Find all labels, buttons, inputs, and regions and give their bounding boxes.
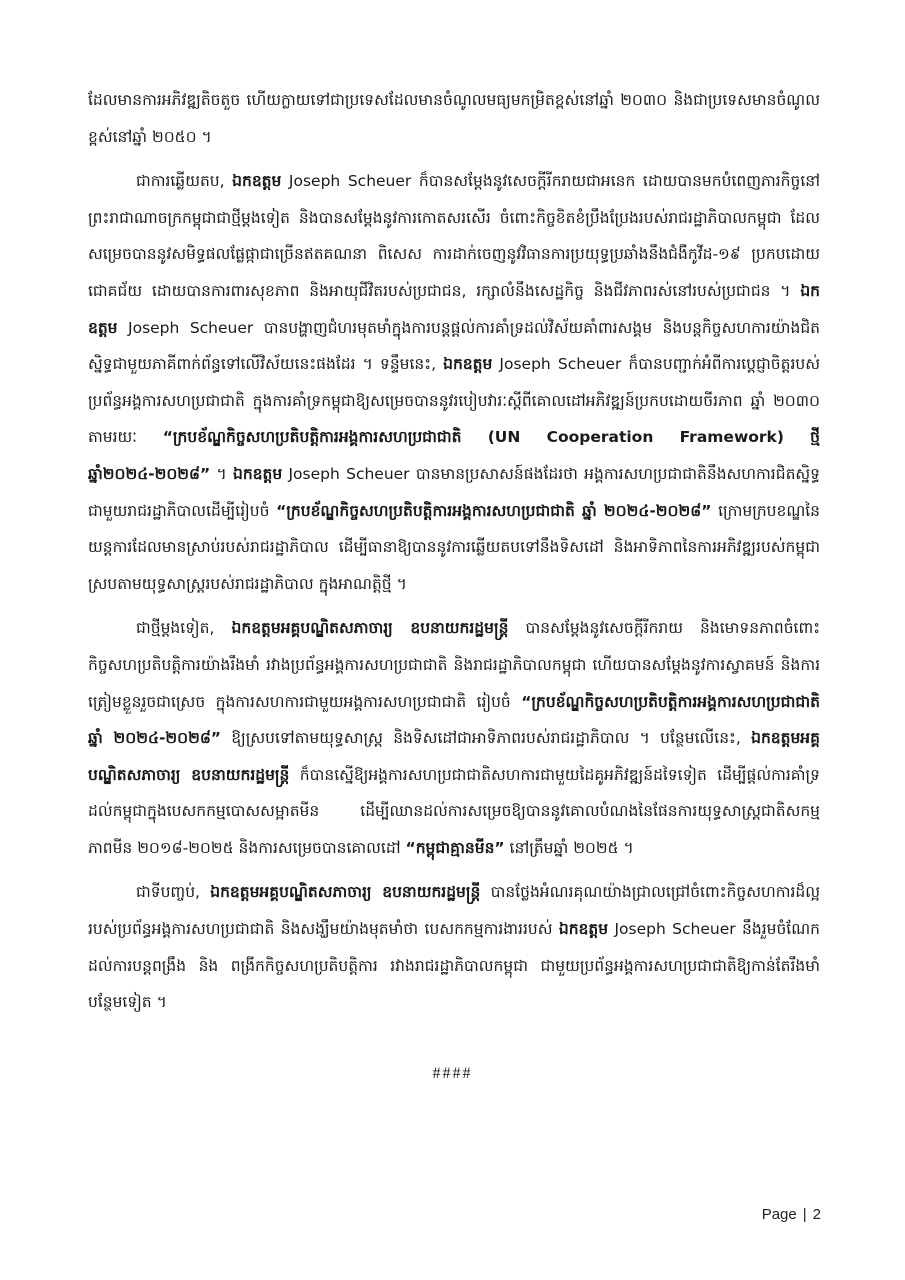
text-run: នៅត្រឹមឆ្នាំ ២០២៥ ។ [504, 838, 634, 857]
text-run: ។ [210, 464, 233, 483]
bold-text-run: “ក្របខ័ណ្ឌកិច្ចសហប្រតិបត្តិការអង្គការសហប្រជាជាតិ (UN Cooperation Framework) ថ្មី ឆ្នាំ២០២៤-២០២៨” [88, 428, 820, 483]
text-run: ឱ្យស្របទៅតាមយុទ្ធសាស្ត្រ និងទិសដៅជាអាទិភាពរបស់រាជរដ្ឋាភិបាល ។ បន្ថែមលើនេះ, [220, 729, 752, 748]
text-run: Joseph Scheuer បានបង្ហាញជំហរមុតមាំក្នុងការបន្តផ្តល់ការគាំទ្រដល់វិស័យគាំពារសង្គម និងបន្តកិច្ចសហការយ៉ាងជិតស្និទ្ធជាមួយភាគីពាក់ព័ន្ធទៅលើវិស័យនេះផងដែរ ។ ទន្ទឹមនេះ, [88, 318, 820, 374]
text-run: ជាថ្មីម្តងទៀត, [136, 619, 232, 638]
bold-text-run: ឯកឧត្តមអគ្គបណ្ឌិតសភាចារ្យ ឧបនាយករដ្ឋមន្ត្រី [88, 729, 820, 784]
page-label: Page [761, 1206, 797, 1223]
bold-text-run: “ក្របខ័ណ្ឌកិច្ចសហប្រតិបត្តិការអង្គការសហប្រជាជាតិ ឆ្នាំ ២០២៤-២០២៨” [276, 501, 712, 520]
text-run: Joseph Scheuer ក៏បានបញ្ជាក់អំពីការប្តេជ្ញាចិត្តរបស់ប្រព័ន្ធអង្គការសហប្រជាជាតិ ក្នុងការគាំទ្រកម្ពុជាឱ្យសម្រេចបាននូវរបៀបវារៈស្តីពីគោលដៅអភិវឌ្ឍន៍ប្រកបដោយចីរភាព ឆ្នាំ ២០៣០ តាមរយៈ [88, 355, 820, 447]
text-run: ជាការឆ្លើយតប, [136, 172, 233, 191]
text-run: Joseph Scheuer ក៏បានសម្តែងនូវសេចក្តីរីករាយជាអនេក ដោយបានមកបំពេញភារកិច្ចនៅព្រះរាជាណាចក្រកម្ពុជាជាថ្មីម្តងទៀត និងបានសម្តែងនូវការកោតសរសើរ ចំពោះកិច្ចខិតខំប្រឹងប្រែងរបស់រាជរដ្ឋាភិបាលកម្ពុជា ដែលសម្រេចបាននូវសមិទ្ធផលផ្លែផ្កាជាច្រើនឥតគណនា ពិសេស ការដាក់ចេញនូវវិធានការប្រយុទ្ធប្រឆាំងនឹងជំងឺកូវីដ-១៩ ប្រកបដោយជោគជ័យ ដោយបានការពារសុខភាព និងអាយុជីវិតរបស់ប្រជាជន, រក្សាលំនឹងសេដ្ឋកិច្ច និងជីវភាពរស់នៅរបស់ប្រជាជន ។ [88, 172, 821, 300]
text-run: ជាទីបញ្ចប់, [136, 883, 211, 902]
paragraph-1 [88, 82, 820, 155]
text-run: បានថ្លែងអំណរគុណយ៉ាងជ្រាលជ្រៅចំពោះកិច្ចសហការដ៏ល្អរបស់ប្រព័ន្ធអង្គការសហប្រជាជាតិ និងសង្ឃឹមយ៉ាងមុតមាំថា បេសកកម្មការងាររបស់ [88, 883, 820, 939]
paragraph-3 [88, 610, 820, 866]
body-text [88, 82, 820, 1029]
text-run: ក៏បានស្នើឱ្យអង្គការសហប្រជាជាតិសហការជាមួយដៃគូអភិវឌ្ឍន៍ដទៃទៀត ដើម្បីផ្តល់ការគាំទ្រដល់កម្ពុជាក្នុងបេសកកម្មបោសសម្អាតមីន ដើម្បីឈានដល់ការសម្រេចឱ្យបាននូវគោលបំណងនៃផែនការយុទ្ធសាស្ត្រជាតិសកម្មភាពមីន ២០១៨-២០២៥ និងការសម្រេចបានគោលដៅ [88, 765, 820, 857]
page-footer [762, 1206, 821, 1223]
paragraph-2 [88, 163, 820, 602]
paragraph-4 [88, 874, 820, 1020]
text-run: ក្រោមក្របខណ្ឌនៃយន្តការដែលមានស្រាប់របស់រាជរដ្ឋាភិបាល ដើម្បីធានាឱ្យបាននូវការឆ្លើយតបទៅនឹងទិសដៅ និងអាទិភាពនៃការអភិវឌ្ឍរបស់កម្ពុជា ស្របតាមយុទ្ធសាស្ត្ររបស់រាជរដ្ឋាភិបាល ក្នុងអាណត្តិថ្មី ។ [88, 501, 821, 593]
text-run: ដែលមានការអភិវឌ្ឍតិចតួច ហើយក្លាយទៅជាប្រទេសដែលមានចំណូលមធ្យមកម្រិតខ្ពស់នៅឆ្នាំ ២០៣០ និងជាប្រទេសមានចំណូលខ្ពស់នៅឆ្នាំ ២០៥០ ។ [88, 91, 820, 146]
bold-text-run: ឯកឧត្តម [233, 464, 283, 483]
bold-text-run: ឯកឧត្តម [558, 920, 609, 939]
bold-text-run: ឯកឧត្តម [88, 281, 820, 337]
bold-text-run: ឯកឧត្តម [232, 172, 282, 191]
end-of-document-mark: #### [432, 1065, 473, 1082]
text-run: បានសម្តែងនូវសេចក្តីរីករាយ និងមោទនភាពចំពោះកិច្ចសហប្រតិបត្តិការយ៉ាងរឹងមាំ រវាងប្រព័ន្ធអង្គការសហប្រជាជាតិ និងរាជរដ្ឋាភិបាលកម្ពុជា ហើយបានសម្តែងនូវការស្វាគមន៍ និងការត្រៀមខ្លួនរួចជាស្រេច ក្នុងការសហការជាមួយអង្គការសហប្រជាជាតិ រៀបចំ [88, 619, 821, 711]
bold-text-run: ឯកឧត្តមអគ្គបណ្ឌិតសភាចារ្យ ឧបនាយករដ្ឋមន្ត្រី [210, 883, 481, 902]
bold-text-run: ឯកឧត្តមអគ្គបណ្ឌិតសភាចារ្យ ឧបនាយករដ្ឋមន្ត្រី [231, 619, 509, 638]
page-separator: | [802, 1206, 807, 1223]
text-run: Joseph Scheuer នឹងរួមចំណែកដល់ការបន្តពង្រឹង និង ពង្រីកកិច្ចសហប្រតិបត្តិការ រវាងរាជរដ្ឋាភិបាលកម្ពុជា ជាមួយប្រព័ន្ធអង្គការសហប្រជាជាតិឱ្យកាន់តែរឹងមាំបន្ថែមទៀត ។ [88, 920, 820, 1012]
bold-text-run: “ក្របខ័ណ្ឌកិច្ចសហប្រតិបត្តិការអង្គការសហប្រជាជាតិ ឆ្នាំ ២០២៤-២០២៨” [88, 692, 820, 748]
bold-text-run: “កម្ពុជាគ្មានមីន” [405, 838, 505, 857]
page-number: 2 [812, 1206, 821, 1223]
bold-text-run: ឯកឧត្តម [443, 355, 493, 374]
text-run: Joseph Scheuer បានមានប្រសាសន៍ផងដែរថា អង្គការសហប្រជាជាតិនឹងសហការជិតស្និទ្ធជាមួយរាជរដ្ឋាភិបាលដើម្បីរៀបចំ [88, 464, 820, 520]
